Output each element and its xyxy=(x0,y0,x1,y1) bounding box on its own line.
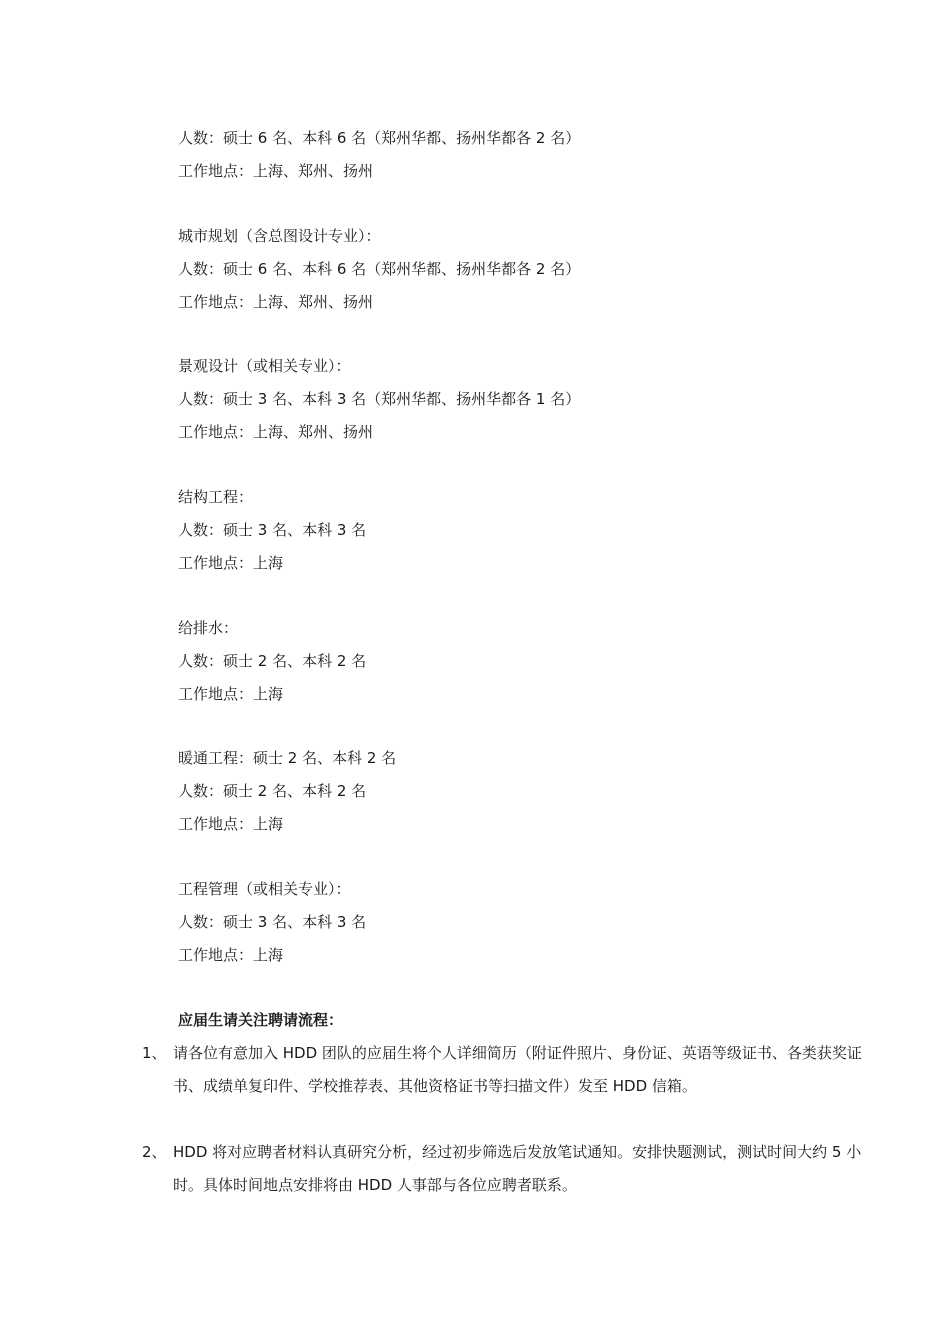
step-text: 请各位有意加入 HDD 团队的应届生将个人详细简历（附证件照片、身份证、英语等级证书、各类获奖证书、成绩单复印件、学校推荐表、其他资格证书等扫描文件）发至 HDD 信箱。 xyxy=(173,1044,862,1095)
step-number: 1、 xyxy=(142,1044,167,1062)
headcount-line: 人数：硕士 2 名、本科 2 名 xyxy=(178,652,367,670)
position-title: 工程管理（或相关专业）： xyxy=(178,880,351,898)
position-title: 结构工程： xyxy=(178,488,254,506)
process-heading: 应届生请关注聘请流程： xyxy=(178,1011,344,1029)
location-line: 工作地点：上海、郑州、扬州 xyxy=(178,423,374,441)
location-line: 工作地点：上海 xyxy=(178,946,284,964)
step-text: HDD 将对应聘者材料认真研究分析，经过初步筛选后发放笔试通知。安排快题测试，测试时间大约 5 小时。具体时间地点安排将由 HDD 人事部与各位应聘者联系。 xyxy=(173,1143,862,1194)
headcount-line: 人数：硕士 2 名、本科 2 名 xyxy=(178,782,367,800)
headcount-line: 人数：硕士 3 名、本科 3 名 xyxy=(178,913,367,931)
position-title: 给排水： xyxy=(178,619,239,637)
headcount-line: 人数：硕士 6 名、本科 6 名（郑州华都、扬州华都各 2 名） xyxy=(178,129,581,147)
position-title: 暖通工程：硕士 2 名、本科 2 名 xyxy=(178,749,397,767)
location-line: 工作地点：上海 xyxy=(178,685,284,703)
headcount-line: 人数：硕士 3 名、本科 3 名（郑州华都、扬州华都各 1 名） xyxy=(178,390,581,408)
location-line: 工作地点：上海 xyxy=(178,554,284,572)
position-title: 城市规划（含总图设计专业）： xyxy=(178,227,381,245)
headcount-line: 人数：硕士 6 名、本科 6 名（郑州华都、扬州华都各 2 名） xyxy=(178,260,581,278)
step-number: 2、 xyxy=(142,1143,167,1161)
location-line: 工作地点：上海、郑州、扬州 xyxy=(178,293,374,311)
location-line: 工作地点：上海 xyxy=(178,815,284,833)
headcount-line: 人数：硕士 3 名、本科 3 名 xyxy=(178,521,367,539)
position-title: 景观设计（或相关专业）： xyxy=(178,357,351,375)
location-line: 工作地点：上海、郑州、扬州 xyxy=(178,162,374,180)
